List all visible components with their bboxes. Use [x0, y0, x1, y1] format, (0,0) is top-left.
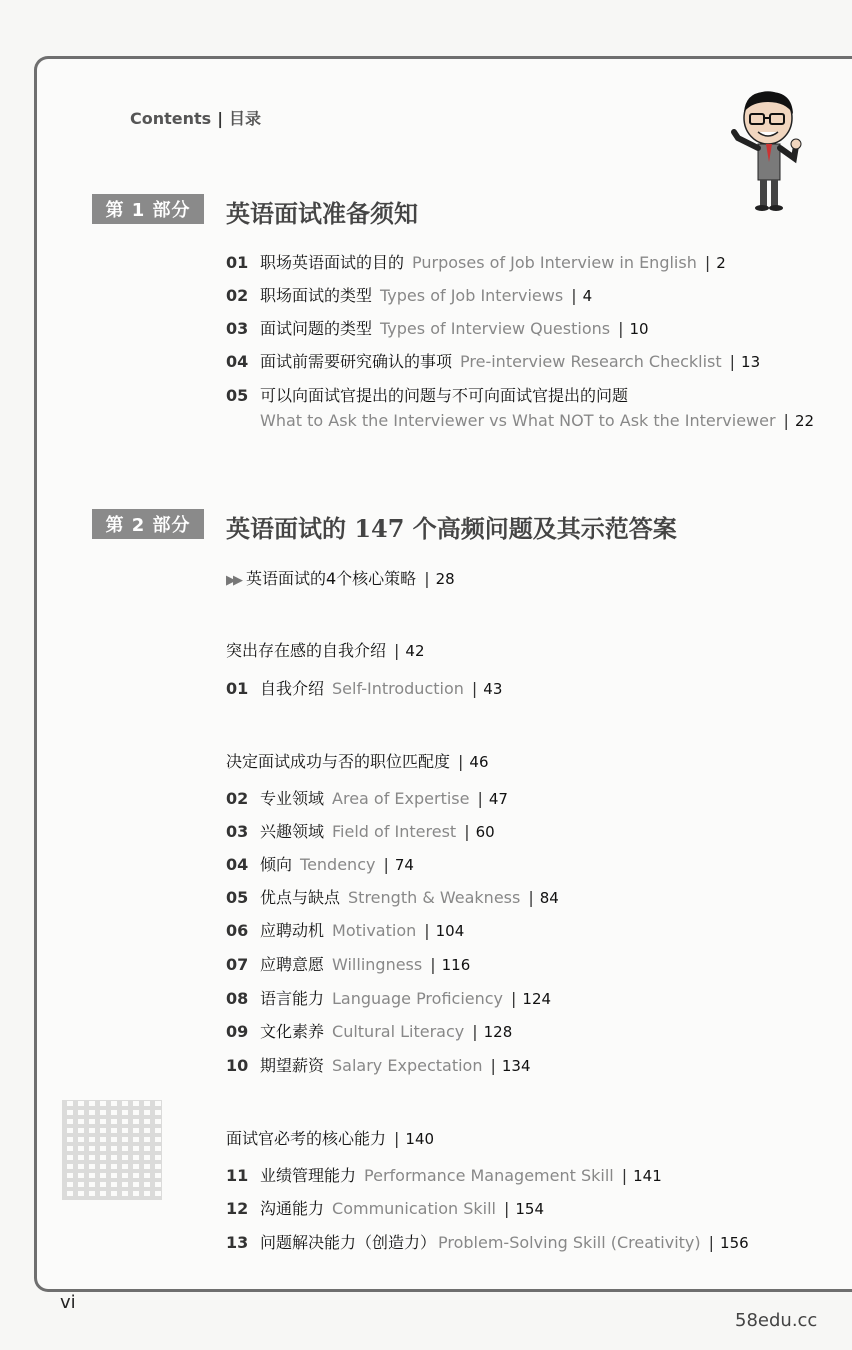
toc-entry[interactable]: 07 应聘意愿 Willingness | 116	[226, 955, 471, 974]
toc-entry[interactable]: 01 职场英语面试的目的 Purposes of Job Interview in English | 2	[226, 253, 726, 272]
toc-entry[interactable]: 02 职场面试的类型 Types of Job Interviews | 4	[226, 286, 593, 305]
toc-entry[interactable]: 02 专业领域 Area of Expertise | 47	[226, 789, 508, 808]
toc-entry[interactable]: 01 自我介绍 Self-Introduction | 43	[226, 679, 503, 698]
toc-entry[interactable]: 08 语言能力 Language Proficiency | 124	[226, 989, 552, 1008]
watermark-text: 58edu.cc	[735, 1310, 818, 1331]
toc-entry-subtitle[interactable]: What to Ask the Interviewer vs What NOT to Ask the Interviewer | 22	[260, 411, 815, 430]
qr-code-image	[62, 1100, 162, 1200]
part1-badge: 第 1 部分	[92, 194, 204, 224]
part1-title: 英语面试准备须知	[226, 199, 418, 228]
contents-heading: Contents | 目录	[130, 109, 262, 128]
group-heading[interactable]: 面试官必考的核心能力 | 140	[226, 1129, 435, 1148]
group-heading[interactable]: 决定面试成功与否的职位匹配度 | 46	[226, 752, 489, 771]
toc-entry[interactable]: 04 倾向 Tendency | 74	[226, 855, 414, 874]
group-heading[interactable]: 突出存在感的自我介绍 | 42	[226, 641, 425, 660]
toc-entry[interactable]: 06 应聘动机 Motivation | 104	[226, 921, 465, 940]
toc-entry[interactable]: 05 优点与缺点 Strength & Weakness | 84	[226, 888, 559, 907]
toc-entry[interactable]: 05 可以向面试官提出的问题与不可向面试官提出的问题	[226, 386, 629, 405]
page-number: vi	[60, 1292, 76, 1313]
toc-entry[interactable]: 03 面试问题的类型 Types of Interview Questions | 10	[226, 319, 649, 338]
toc-entry[interactable]: 04 面试前需要研究确认的事项 Pre-interview Research Checklist | 13	[226, 352, 761, 371]
part2-title: 英语面试的 147 个高频问题及其示范答案	[226, 514, 677, 543]
toc-entry[interactable]: 09 文化素养 Cultural Literacy | 128	[226, 1022, 513, 1041]
toc-entry[interactable]: 13 问题解决能力（创造力） Problem-Solving Skill (Creativity) | 156	[226, 1233, 749, 1252]
double-arrow-icon: ▶▶	[226, 573, 240, 588]
toc-entry[interactable]: 10 期望薪资 Salary Expectation | 134	[226, 1056, 531, 1075]
toc-entry[interactable]: 12 沟通能力 Communication Skill | 154	[226, 1199, 544, 1218]
strategy-entry[interactable]: ▶▶ 英语面试的4个核心策略 | 28	[226, 569, 455, 588]
part2-badge: 第 2 部分	[92, 509, 204, 539]
cartoon-man-illustration	[728, 88, 812, 212]
toc-entry[interactable]: 11 业绩管理能力 Performance Management Skill | 141	[226, 1166, 662, 1185]
toc-entry[interactable]: 03 兴趣领域 Field of Interest | 60	[226, 822, 495, 841]
